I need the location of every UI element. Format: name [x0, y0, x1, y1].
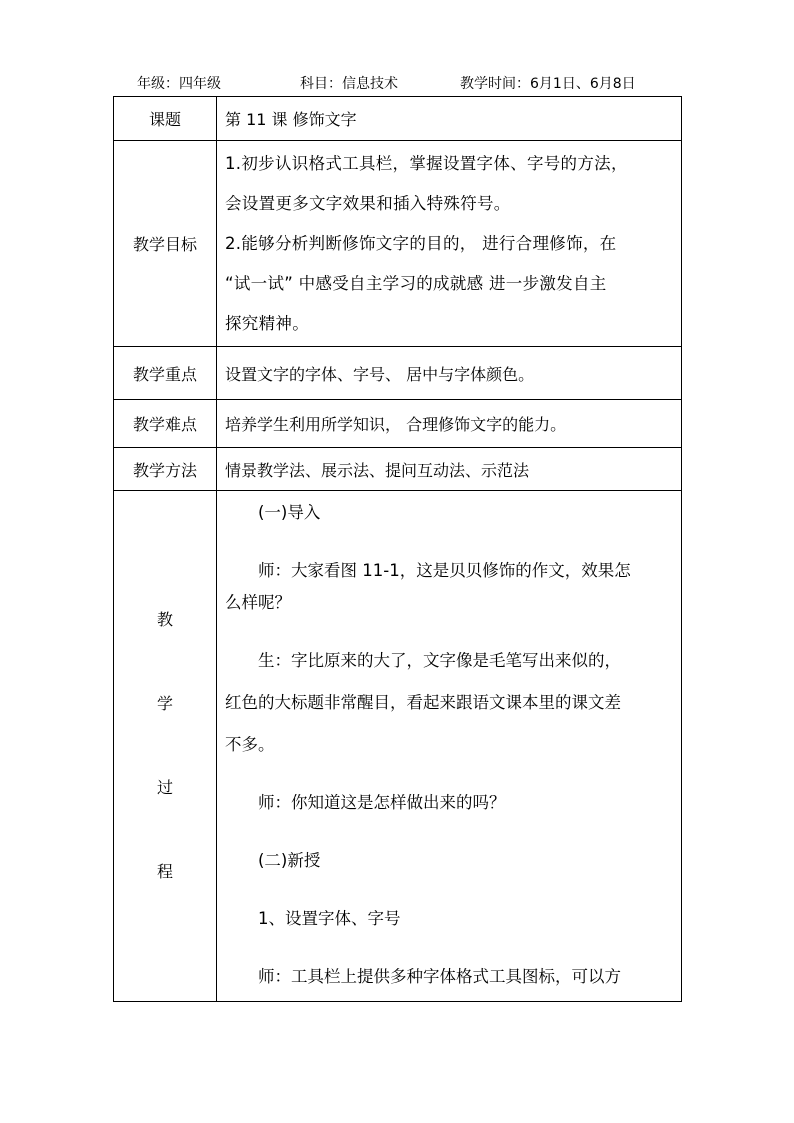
methods-row: [114, 448, 682, 491]
goal-line: 1.初步认识格式工具栏，掌握设置字体、字号的方法，: [225, 153, 628, 173]
teacher-line: 师：你知道这是怎样做出来的吗？: [258, 793, 506, 812]
goals-content: [217, 141, 682, 347]
student-line: 不多。: [225, 735, 275, 754]
key-points-row: [114, 347, 682, 400]
subject-label: 科目：信息技术: [300, 76, 398, 92]
key-points-value: 设置文字的字体、字号、 居中与字体颜色。: [217, 347, 682, 400]
student-line: 生：字比原来的大了，文字像是毛笔写出来似的，: [258, 651, 621, 670]
topic-label: 课题: [114, 97, 217, 141]
teacher-line: 师：大家看图 11-1，这是贝贝修饰的作文，效果怎: [258, 561, 631, 580]
goal-line: “试一试” 中感受自主学习的成就感 进一步激发自主: [225, 273, 607, 293]
process-content: [217, 491, 682, 1002]
difficulties-label: 教学难点: [114, 400, 217, 448]
goals-label: 教学目标: [114, 141, 217, 347]
teaching-time-label: 教学时间：6月1日、6月8日: [460, 76, 636, 92]
topic-row: [114, 97, 682, 141]
methods-value: 情景教学法、展示法、提问互动法、示范法: [217, 448, 682, 491]
methods-label: 教学方法: [114, 448, 217, 491]
intro-heading: (一)导入: [258, 503, 321, 522]
process-label: [114, 491, 217, 1002]
difficulties-value: 培养学生利用所学知识， 合理修饰文字的能力。: [217, 400, 682, 448]
new-lesson-heading: (二)新授: [258, 851, 321, 870]
key-points-label: 教学重点: [114, 347, 217, 400]
goals-row: [114, 141, 682, 347]
process-label-char: 过: [156, 778, 173, 797]
student-line: 红色的大标题非常醒目，看起来跟语文课本里的课文差: [225, 693, 621, 712]
lesson-plan-table: [113, 96, 682, 1002]
grade-label: 年级：四年级: [137, 76, 221, 92]
topic-value: 第 11 课 修饰文字: [217, 97, 682, 141]
goal-line: 探究精神。: [225, 313, 309, 333]
difficulties-row: [114, 400, 682, 448]
teacher-line: 么样呢？: [225, 593, 291, 612]
document-header: [0, 71, 794, 95]
process-label-char: 学: [156, 694, 173, 713]
goal-line: 会设置更多文字效果和插入特殊符号。: [225, 193, 511, 213]
teacher-line: 师：工具栏上提供多种字体格式工具图标，可以方: [258, 967, 621, 986]
process-label-char: 程: [156, 862, 173, 881]
goal-line: 2.能够分析判断修饰文字的目的， 进行合理修饰，在: [225, 233, 617, 253]
process-label-char: 教: [156, 610, 173, 629]
step-heading: 1、设置字体、字号: [258, 909, 401, 928]
process-row: [114, 491, 682, 1002]
